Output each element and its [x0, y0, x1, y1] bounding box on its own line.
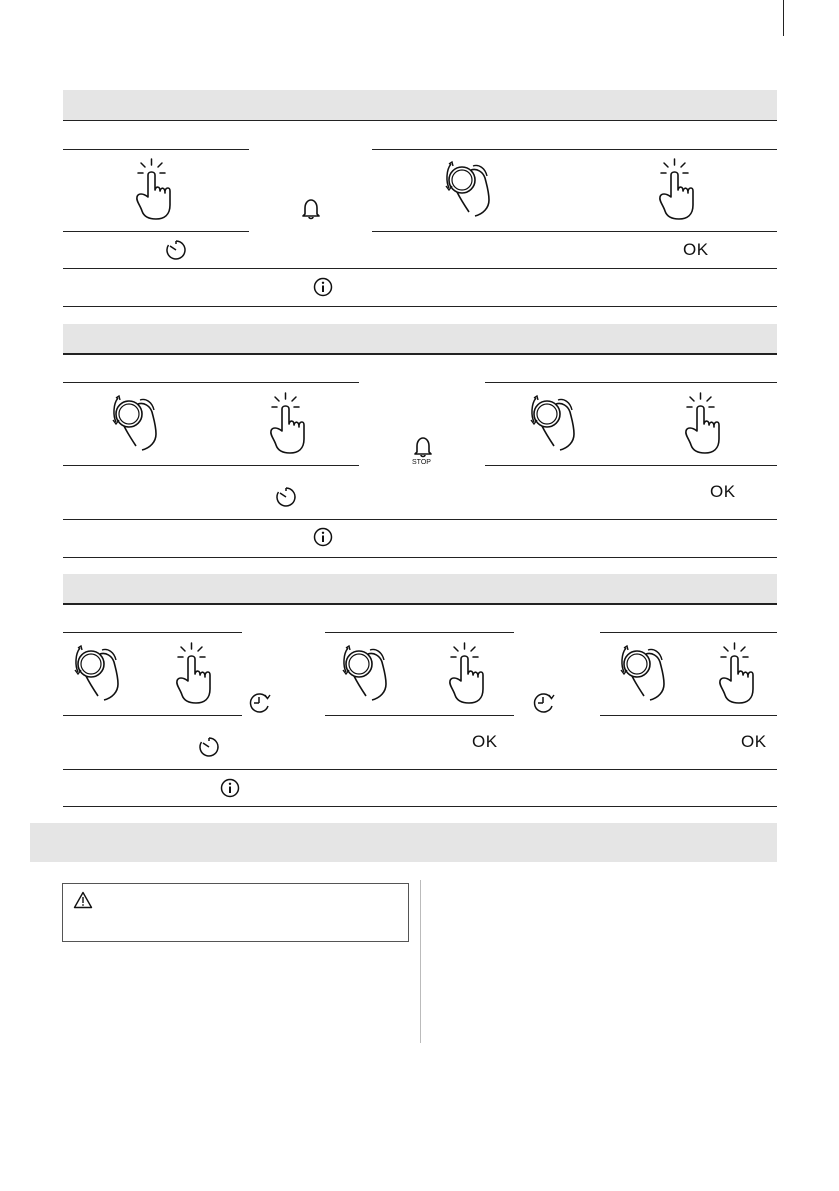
- knob-turn-icon: [443, 156, 499, 220]
- divider: [325, 632, 514, 633]
- section-1-header-bar: [63, 90, 777, 120]
- ok-label: OK: [710, 482, 736, 501]
- hand-tap-icon: [651, 157, 701, 221]
- divider: [63, 519, 777, 520]
- section-2-header-bar: [63, 324, 777, 353]
- clock-icon: [532, 692, 556, 714]
- cut-line: [783, 0, 784, 36]
- hand-tap-icon: [711, 641, 761, 705]
- divider: [63, 268, 777, 269]
- chapter-header-bar: [30, 823, 777, 862]
- divider: [63, 149, 249, 150]
- ok-label: OK: [683, 240, 709, 259]
- timer-icon: [275, 485, 297, 509]
- info-icon: [220, 778, 240, 798]
- divider: [63, 465, 359, 466]
- divider: [63, 632, 242, 633]
- hand-tap-icon: [677, 391, 727, 455]
- knob-turn-icon: [528, 390, 584, 454]
- divider: [485, 465, 777, 466]
- bell-stop-icon: [412, 436, 434, 458]
- ok-label: OK: [741, 732, 767, 751]
- hand-tap-icon: [441, 641, 491, 705]
- divider: [372, 149, 777, 150]
- divider: [600, 715, 777, 716]
- knob-turn-icon: [72, 640, 128, 704]
- divider: [63, 715, 242, 716]
- divider: [63, 353, 777, 355]
- bell-icon: [300, 198, 322, 220]
- divider: [485, 382, 777, 383]
- knob-turn-icon: [618, 640, 674, 704]
- divider: [600, 632, 777, 633]
- divider: [63, 603, 777, 605]
- column-divider: [420, 880, 421, 1043]
- divider: [325, 715, 514, 716]
- section-3-header-bar: [63, 574, 777, 603]
- stop-label: STOP: [412, 459, 431, 466]
- divider: [63, 769, 777, 770]
- divider: [372, 231, 777, 232]
- divider: [63, 306, 777, 307]
- info-icon: [313, 527, 333, 547]
- divider: [63, 806, 777, 807]
- knob-turn-icon: [110, 390, 166, 454]
- timer-icon: [198, 735, 220, 759]
- clock-icon: [248, 692, 272, 714]
- info-icon: [313, 277, 333, 297]
- knob-turn-icon: [340, 640, 396, 704]
- divider: [63, 120, 777, 121]
- timer-icon: [165, 238, 187, 262]
- divider: [63, 382, 359, 383]
- ok-label: OK: [472, 732, 498, 751]
- divider: [63, 231, 249, 232]
- warning-icon: [73, 891, 93, 909]
- hand-tap-icon: [128, 157, 178, 221]
- divider: [63, 557, 777, 558]
- hand-tap-icon: [168, 641, 218, 705]
- hand-tap-icon: [262, 391, 312, 455]
- warning-box: [62, 883, 409, 942]
